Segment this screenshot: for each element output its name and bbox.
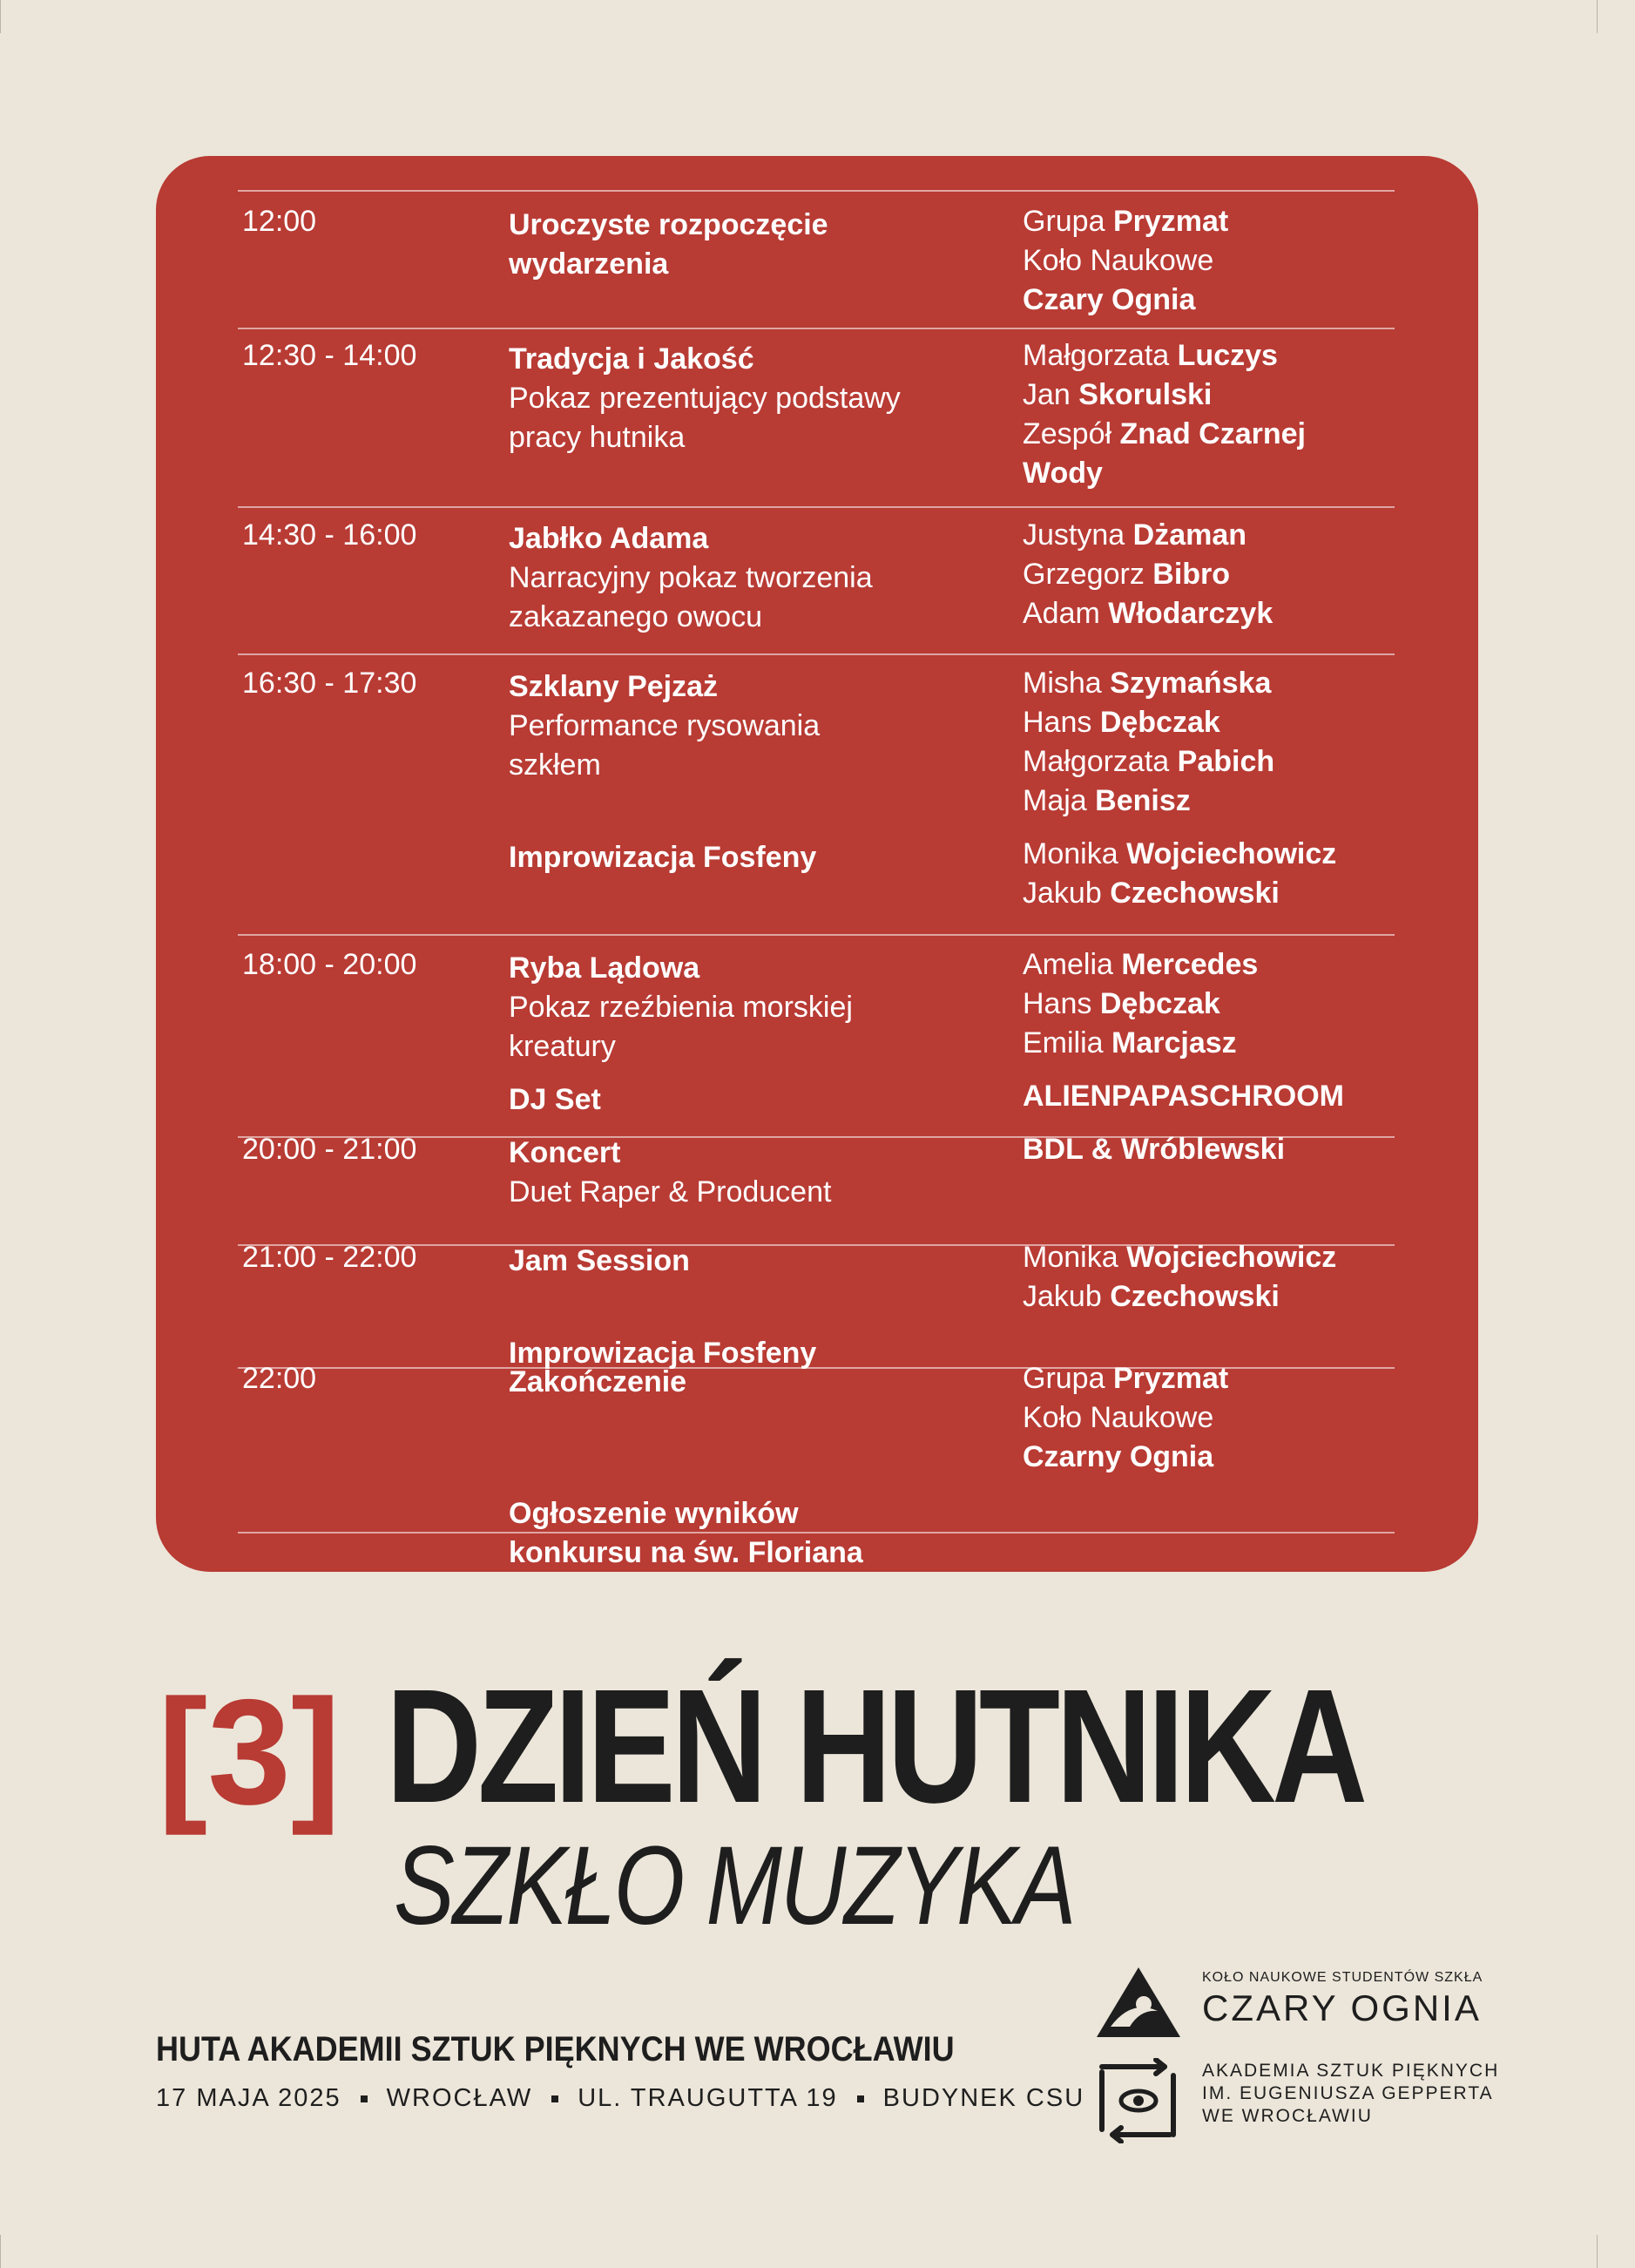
performer-last-name: Czechowski <box>1110 877 1280 910</box>
performer-first-name: Grupa <box>1023 205 1105 238</box>
performer-last-name: Pabich <box>1177 745 1275 778</box>
performer-first-name: Monika <box>1023 1241 1118 1274</box>
performer-first-name: Koło Naukowe <box>1023 1401 1214 1434</box>
schedule-event <box>509 838 816 877</box>
performer <box>1023 241 1228 281</box>
event-title: konkursu na św. Floriana <box>509 1536 863 1569</box>
schedule-time: 20:00 - 21:00 <box>242 1133 417 1166</box>
event-description: Narracyjny pokaz tworzenia <box>509 561 873 594</box>
performer-last-name: Pryzmat <box>1112 1362 1229 1395</box>
performer-list <box>1023 202 1228 320</box>
performer <box>1023 985 1258 1024</box>
performer-last-name: Wojciechowicz <box>1126 1241 1337 1274</box>
performer-first-name: Jakub <box>1023 1280 1102 1313</box>
event-details <box>156 2081 1084 2116</box>
performer <box>1023 1238 1336 1277</box>
event-description: zakazanego owocu <box>509 600 763 633</box>
performer-list <box>1023 1077 1344 1116</box>
performer <box>1023 1398 1228 1438</box>
performer <box>1023 1359 1228 1398</box>
performer-last-name: Szymańska <box>1110 667 1272 700</box>
performer-first-name: Amelia <box>1023 948 1113 981</box>
performer-last-name: Luczys <box>1177 339 1278 372</box>
crop-mark <box>0 2235 1 2268</box>
schedule-time: 18:00 - 20:00 <box>242 948 417 981</box>
performer <box>1023 835 1336 874</box>
event-title: Uroczyste rozpoczęcie <box>509 208 828 241</box>
performer <box>1023 1277 1336 1317</box>
schedule-event <box>509 1080 601 1120</box>
schedule-event <box>509 667 820 785</box>
performer-first-name: Jakub <box>1023 877 1102 910</box>
performer-first-name: Justyna <box>1023 518 1125 552</box>
performer <box>1023 782 1274 821</box>
schedule-time: 12:30 - 14:00 <box>242 339 417 372</box>
performer-list <box>1023 1359 1228 1477</box>
performer-last-name: Znad Czarnej <box>1119 417 1306 450</box>
schedule-time: 14:30 - 16:00 <box>242 518 417 552</box>
performer <box>1023 1438 1228 1477</box>
event-description: Duet Raper & Producent <box>509 1175 832 1208</box>
separator-dot <box>857 2095 864 2102</box>
schedule-event <box>509 340 901 457</box>
performer-list <box>1023 336 1306 493</box>
event-title: Improwizacja Fosfeny <box>509 1337 817 1370</box>
schedule-event <box>509 206 828 284</box>
separator-dot <box>551 2095 558 2102</box>
schedule-event <box>509 1363 686 1402</box>
performer-last-name: Włodarczyk <box>1108 597 1274 630</box>
performer-first-name: Misha <box>1023 667 1102 700</box>
academy-line: IM. EUGENIUSZA GEPPERTA <box>1202 2083 1494 2103</box>
event-title: Koncert <box>509 1136 621 1169</box>
performer <box>1023 1077 1344 1116</box>
crop-mark <box>0 0 1 33</box>
performer-last-name: Dębczak <box>1099 987 1220 1020</box>
event-city: WROCŁAW <box>386 2084 533 2112</box>
schedule-event <box>509 1134 831 1212</box>
performer <box>1023 594 1273 633</box>
performer-first-name: Maja <box>1023 784 1087 817</box>
performer <box>1023 376 1306 415</box>
academy-name <box>1202 2060 1499 2128</box>
row-divider <box>238 934 1395 936</box>
event-title: Improwizacja Fosfeny <box>509 841 817 874</box>
row-divider <box>238 506 1395 508</box>
academy-line: AKADEMIA SZTUK PIĘKNYCH <box>1202 2061 1500 2081</box>
performer-list <box>1023 516 1273 633</box>
performer-first-name: Koło Naukowe <box>1023 244 1214 277</box>
performer <box>1023 945 1258 985</box>
event-description: Pokaz prezentujący podstawy <box>509 382 901 415</box>
performer-last-name: Dębczak <box>1099 706 1220 739</box>
performer-first-name: Monika <box>1023 837 1118 870</box>
performer <box>1023 202 1228 241</box>
performer <box>1023 516 1273 555</box>
event-title: Tradycja i Jakość <box>509 342 754 376</box>
schedule-time: 22:00 <box>242 1362 317 1395</box>
event-title: wydarzenia <box>509 247 669 281</box>
performer-first-name: Jan <box>1023 378 1071 411</box>
performer-last-name: Czechowski <box>1110 1280 1280 1313</box>
schedule-event <box>509 1242 690 1281</box>
performer <box>1023 664 1274 703</box>
event-description: kreatury <box>509 1030 616 1063</box>
performer <box>1023 1024 1258 1063</box>
event-title: Jabłko Adama <box>509 522 709 555</box>
event-description: Pokaz rzeźbienia morskiej <box>509 991 853 1024</box>
performer-list <box>1023 1238 1336 1317</box>
venue-name: HUTA AKADEMII SZTUK PIĘKNYCH WE WROCŁAWIU <box>156 2030 955 2068</box>
separator-dot <box>361 2095 368 2102</box>
row-divider <box>238 653 1395 655</box>
performer-first-name: Grzegorz <box>1023 558 1145 591</box>
performer-last-name: ALIENPAPASCHROOM <box>1023 1080 1344 1113</box>
performer-first-name: Hans <box>1023 987 1092 1020</box>
crop-mark <box>1597 2235 1598 2268</box>
performer-first-name: Zespół <box>1023 417 1112 450</box>
event-description: pracy hutnika <box>509 421 686 454</box>
club-name: CZARY OGNIA <box>1202 1987 1482 2028</box>
performer-first-name: Hans <box>1023 706 1092 739</box>
event-title: DJ Set <box>509 1083 601 1116</box>
crop-mark <box>1597 0 1598 33</box>
performer-first-name: Małgorzata <box>1023 745 1170 778</box>
event-title: Zakończenie <box>509 1365 687 1398</box>
event-building: BUDYNEK CSU <box>882 2084 1085 2112</box>
row-divider <box>238 190 1395 192</box>
event-description: Performance rysowania <box>509 709 821 742</box>
event-title: Szklany Pejzaż <box>509 670 719 703</box>
performer-last-name: Benisz <box>1095 784 1191 817</box>
performer <box>1023 1130 1285 1169</box>
event-street: UL. TRAUGUTTA 19 <box>578 2084 838 2112</box>
performer-first-name: Adam <box>1023 597 1100 630</box>
schedule-time: 16:30 - 17:30 <box>242 667 417 700</box>
performer-list <box>1023 1130 1285 1169</box>
event-description: szkłem <box>509 748 601 782</box>
academy-logo-icon <box>1095 2058 1182 2143</box>
performer <box>1023 703 1274 742</box>
performer-first-name: Małgorzata <box>1023 339 1170 372</box>
performer-list <box>1023 835 1336 913</box>
event-title: Ogłoszenie wyników <box>509 1497 799 1530</box>
event-title: Jam Session <box>509 1244 690 1277</box>
schedule-event <box>509 949 853 1066</box>
row-divider <box>238 328 1395 329</box>
performer-last-name: BDL & Wróblewski <box>1023 1133 1286 1166</box>
schedule-time: 21:00 - 22:00 <box>242 1241 417 1274</box>
performer <box>1023 281 1228 320</box>
event-subtitle: SZKŁO MUZYKA <box>394 1824 1075 1948</box>
club-subtitle: KOŁO NAUKOWE STUDENTÓW SZKŁA <box>1202 1970 1483 1985</box>
performer-last-name: Wojciechowicz <box>1126 837 1337 870</box>
performer-list <box>1023 945 1258 1063</box>
performer <box>1023 415 1306 454</box>
academy-line: WE WROCŁAWIU <box>1202 2106 1373 2126</box>
performer-last-name: Pryzmat <box>1112 205 1229 238</box>
performer-last-name: Skorulski <box>1078 378 1213 411</box>
performer <box>1023 555 1273 594</box>
edition-number: [3] <box>158 1669 341 1836</box>
performer-last-name: Czary Ognia <box>1023 283 1196 316</box>
performer-last-name: Marcjasz <box>1111 1026 1237 1060</box>
performer <box>1023 336 1306 376</box>
performer-first-name: Grupa <box>1023 1362 1105 1395</box>
schedule-event <box>509 519 873 637</box>
event-date: 17 MAJA 2025 <box>156 2084 341 2112</box>
performer-first-name: Emilia <box>1023 1026 1104 1060</box>
schedule-time: 12:00 <box>242 205 317 238</box>
performer-last-name: Dżaman <box>1132 518 1247 552</box>
performer-last-name: Czarny Ognia <box>1023 1440 1214 1473</box>
performer <box>1023 874 1336 913</box>
performer-last-name: Wody <box>1023 457 1103 490</box>
performer-last-name: Bibro <box>1152 558 1231 591</box>
performer-list <box>1023 664 1274 821</box>
performer <box>1023 742 1274 782</box>
event-title: DZIEŃ HUTNIKA <box>386 1656 1364 1837</box>
performer <box>1023 454 1306 493</box>
czary-ognia-logo-icon <box>1095 1966 1182 2039</box>
schedule-event <box>509 1494 863 1573</box>
event-title: Ryba Lądowa <box>509 951 700 985</box>
performer-last-name: Mercedes <box>1121 948 1259 981</box>
